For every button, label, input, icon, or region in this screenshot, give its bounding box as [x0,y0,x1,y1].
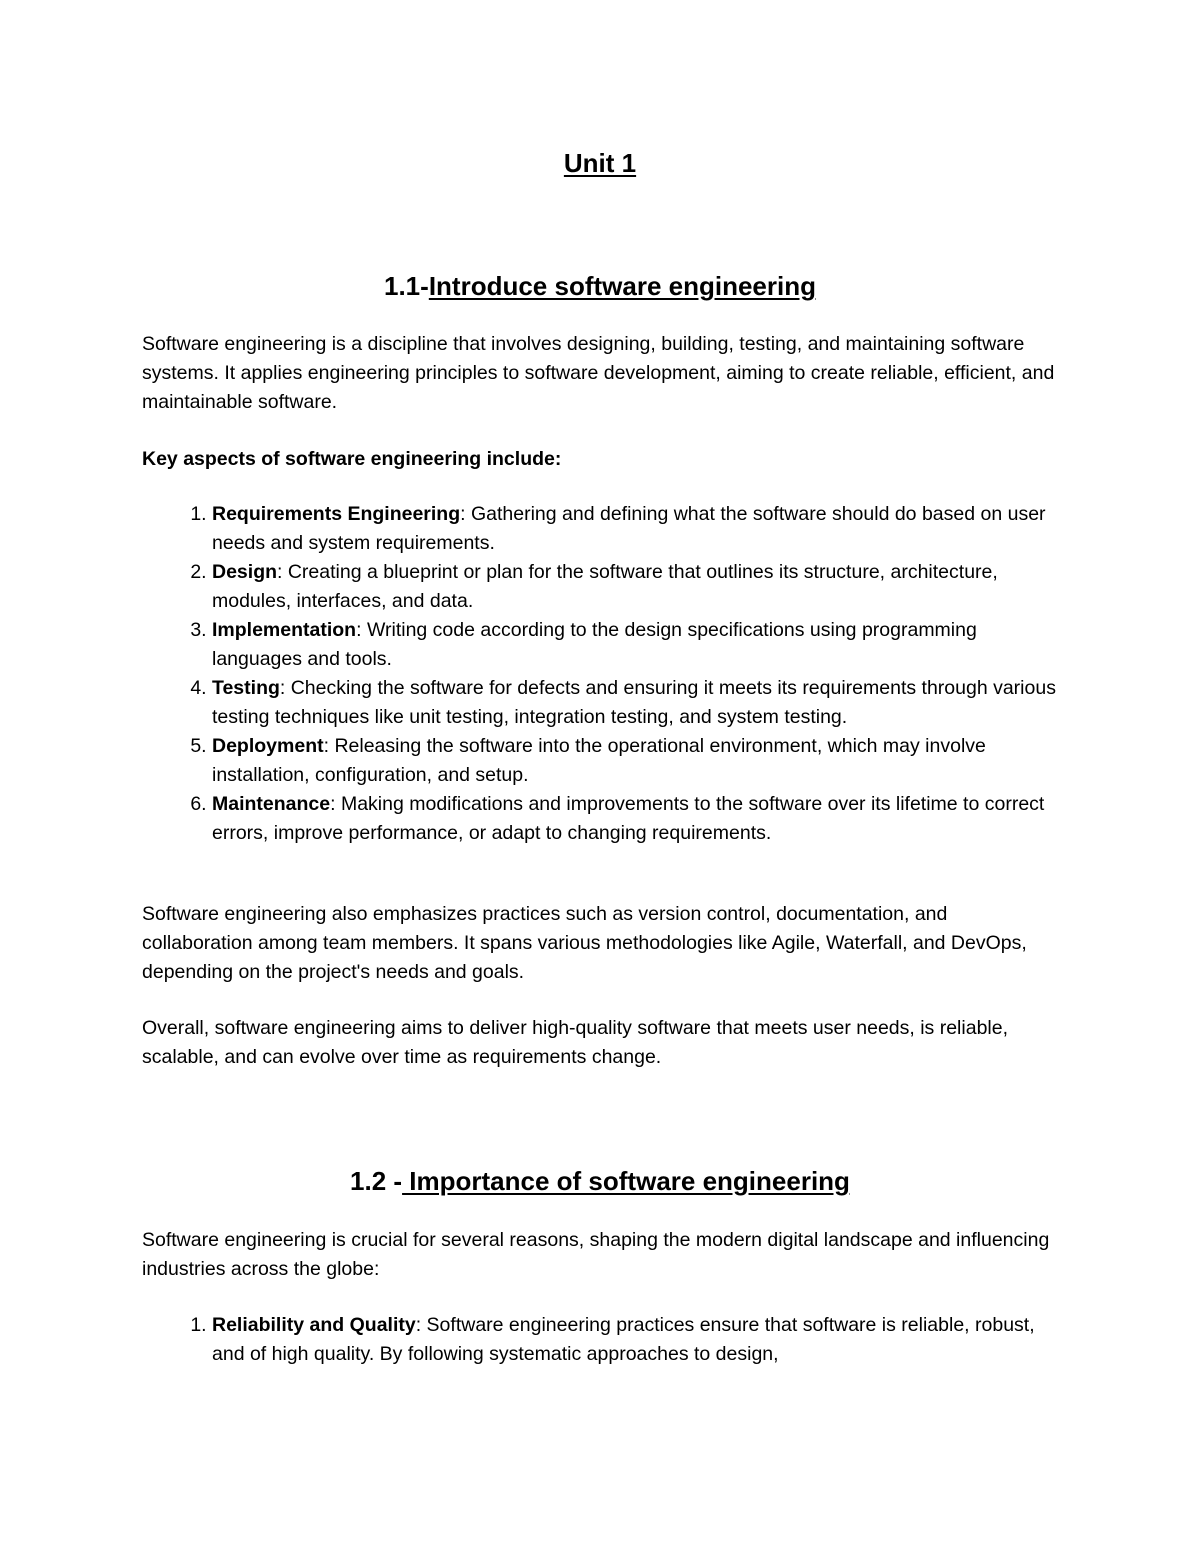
list-item [212,500,1062,558]
list-item [212,732,1062,790]
section-title: Importance of software engineering [402,1166,850,1196]
list-item-term: Reliability and Quality [212,1314,416,1336]
list-item [212,1311,1062,1369]
list-item-text: : Checking the software for defects and ensuring it meets its requirements through various testing techniques like unit testing, integration testing, and system testing. [212,677,1056,728]
list-item-term: Testing [212,677,280,699]
list-item-term: Requirements Engineering [212,503,461,525]
overall-paragraph: Overall, software engineering aims to deliver high-quality software that meets user needs, is reliable, scalable, and can evolve over time as requirements change. [142,1017,1009,1068]
section-heading-1-1 [0,269,1200,303]
key-aspects-heading: Key aspects of software engineering include: [142,448,562,470]
list-item [212,558,1062,616]
key-aspects-list [142,500,1062,848]
section-heading-1-2 [0,1164,1200,1198]
importance-intro-paragraph: Software engineering is crucial for several reasons, shaping the modern digital landscape and influencing industries across the globe: [142,1229,1050,1280]
practices-paragraph: Software engineering also emphasizes practices such as version control, documentation, and collaboration among team members. It spans various methodologies like Agile, Waterfall, and DevOps, depending on the project's needs and goals. [142,903,1027,983]
list-item-text: : Writing code according to the design specifications using programming languages and tools. [212,619,977,670]
list-item-text: : Creating a blueprint or plan for the software that outlines its structure, architecture, modules, interfaces, and data. [212,561,998,612]
list-item [212,616,1062,674]
list-item-text: : Software engineering practices ensure that software is reliable, robust, and of high quality. By following systematic approaches to design, [212,1314,1035,1365]
section-number: 1.2 - [350,1166,403,1196]
intro-paragraph: Software engineering is a discipline that involves designing, building, testing, and maintaining software systems. It applies engineering principles to software development, aiming to create reliable, efficient, and maintainable software. [142,333,1055,413]
unit-title-text: Unit 1 [563,148,637,178]
section-number: 1.1- [384,271,429,301]
list-item-term: Design [212,561,278,583]
unit-title [0,146,1200,180]
list-item [212,790,1062,848]
list-item-text: : Releasing the software into the operational environment, which may involve installation, configuration, and setup. [212,735,986,786]
list-item-text: : Gathering and defining what the software should do based on user needs and system requirements. [212,503,1046,554]
section-title: Introduce software engineering [428,271,816,301]
list-item-text: : Making modifications and improvements to the software over its lifetime to correct errors, improve performance, or adapt to changing requirements. [212,793,1045,844]
list-item [212,674,1062,732]
list-item-term: Implementation [212,619,357,641]
list-item-term: Maintenance [212,793,331,815]
importance-list [142,1311,1062,1369]
list-item-term: Deployment [212,735,324,757]
